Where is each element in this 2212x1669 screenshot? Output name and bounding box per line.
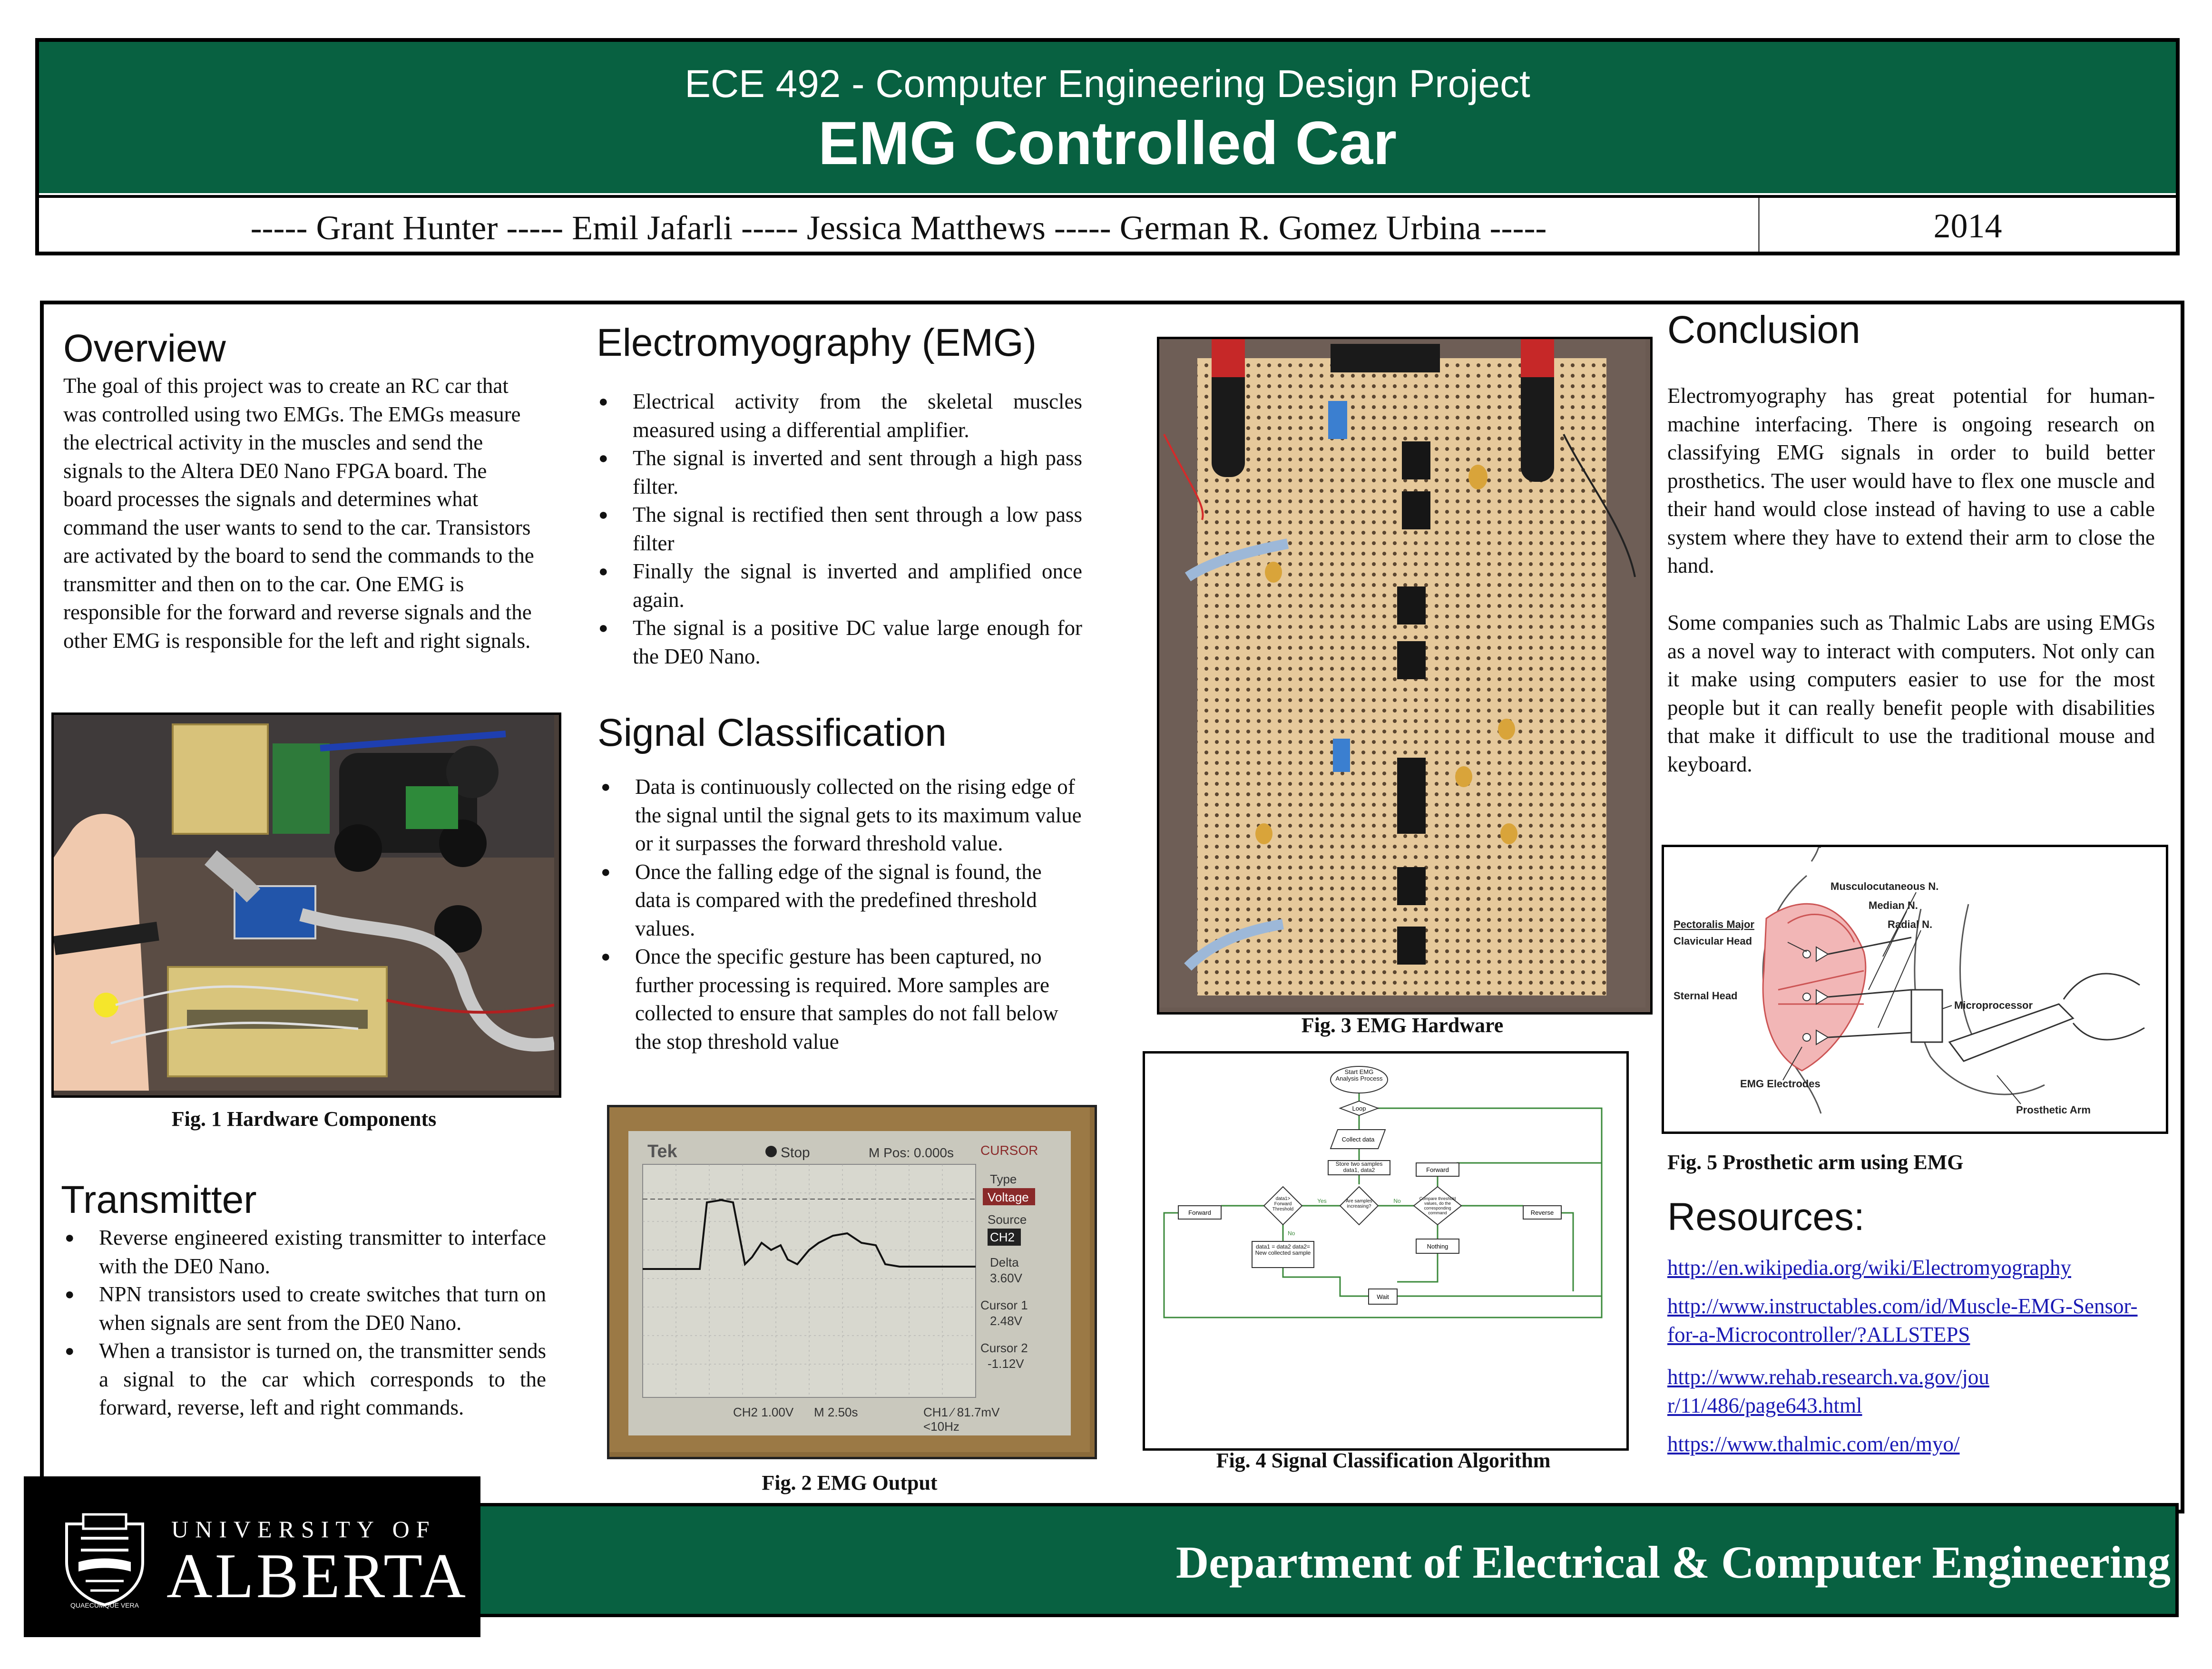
flow-decision-increasing: Are samples increasing?: [1346, 1199, 1372, 1209]
resource-link[interactable]: http://www.rehab.research.va.gov/jour/11/486/page643.html: [1667, 1365, 1989, 1417]
flow-yes: Yes: [1317, 1198, 1327, 1204]
crest-motto: QUAECUMQUE VERA: [70, 1601, 139, 1609]
label-electrodes: EMG Electrodes: [1740, 1078, 1820, 1090]
university-logo: [24, 1476, 480, 1637]
hardware-components-illustration: [54, 715, 554, 1091]
flow-collect: Collect data: [1341, 1136, 1375, 1143]
label-radial: Radial N.: [1888, 918, 1933, 930]
transmitter-bullet: ● NPN transistors used to create switches that turn on when signals are sent from the DE0 Nano.: [61, 1280, 546, 1337]
overview-heading: Overview: [63, 327, 226, 370]
scope-type-label: Type: [990, 1172, 1017, 1186]
label-musculocutaneous: Musculocutaneous N.: [1830, 880, 1939, 892]
scope-menu-title: CURSOR: [980, 1143, 1038, 1158]
university-small-text: UNIVERSITY OF: [171, 1516, 436, 1542]
signal-classification-flowchart: [1145, 1054, 1622, 1444]
flow-loop: Loop: [1352, 1105, 1366, 1112]
emg-hardware-photo: [1157, 337, 1653, 1015]
circuit-board-illustration: [1159, 339, 1645, 1007]
flow-decision-compare: Compare threshold values, do the corresponding command: [1419, 1196, 1456, 1215]
classification-bullet: ● Once the falling edge of the signal is found, the data is compared with the predefined threshold values.: [597, 858, 1082, 943]
resource-link[interactable]: http://en.wikipedia.org/wiki/Electromyography: [1667, 1256, 2072, 1279]
transmitter-heading: Transmitter: [61, 1178, 257, 1221]
emg-bullet: ● The signal is a positive DC value large enough for the DE0 Nano.: [595, 614, 1082, 671]
emg-bullet: ● The signal is rectified then sent through a low pass filter: [595, 501, 1082, 557]
flow-start: Start EMG Analysis Process: [1335, 1069, 1383, 1082]
crest-icon: [57, 1510, 152, 1610]
scope-mpos: M Pos: 0.000s: [869, 1145, 954, 1160]
author-list: ----- Grant Hunter ----- Emil Jafarli ----- Jessica Matthews ----- German R. Gomez Urbina -----: [250, 209, 1547, 247]
flow-nothing: Nothing: [1427, 1243, 1449, 1250]
label-clavicular: Clavicular Head: [1674, 935, 1752, 947]
prosthetic-arm-figure: [1662, 845, 2168, 1134]
classification-bullet: ● Once the specific gesture has been captured, no further processing is required. More samples are collected to ensure that samples do not fall below the stop threshold value: [597, 943, 1082, 1056]
flow-no: No: [1393, 1198, 1401, 1204]
emg-heading: Electromyography (EMG): [597, 321, 1037, 364]
year: 2014: [1933, 207, 2002, 245]
classification-list: [597, 773, 1082, 1056]
scope-brand: Tek: [647, 1142, 677, 1161]
scope-cursor1-value: 2.48V: [990, 1314, 1022, 1328]
scope-source-value: CH2: [990, 1230, 1015, 1244]
authors-row: [39, 195, 2176, 252]
hardware-components-photo: [51, 712, 561, 1098]
classification-bullet: ● Data is continuously collected on the rising edge of the signal until the signal gets to its maximum value or it surpasses the forward threshold value.: [597, 773, 1082, 858]
oscilloscope-screen: [609, 1107, 1090, 1452]
course-title: ECE 492 - Computer Engineering Design Project: [685, 62, 1530, 106]
scope-delta-value: 3.60V: [990, 1271, 1022, 1285]
flow-no2: No: [1288, 1230, 1295, 1237]
fig4-caption: Fig. 4 Signal Classification Algorithm: [1216, 1449, 1551, 1472]
emg-bullet: ● Electrical activity from the skeletal muscles measured using a differential amplifier.: [595, 388, 1082, 444]
year-cell: [1758, 198, 2176, 252]
classification-heading: Signal Classification: [597, 711, 947, 754]
scope-source-label: Source: [988, 1212, 1027, 1227]
conclusion-paragraph-1: Electromyography has great potential for human-machine interfacing. There is ongoing research on classifying EMG signals in order to build better prosthetics. The user would have to flex one muscle and their hand would close instead of having to use a cable system where they have to extend their arm to close the hand.: [1667, 384, 2155, 577]
resource-link[interactable]: http://www.instructables.com/id/Muscle-EMG-Sensor-for-a-Microcontroller/?ALLSTEPS: [1667, 1294, 2138, 1347]
university-big-text: ALBERTA: [166, 1541, 469, 1611]
transmitter-bullet: ● Reverse engineered existing transmitter to interface with the DE0 Nano.: [61, 1224, 546, 1280]
conclusion-paragraph-2: Some companies such as Thalmic Labs are using EMGs as a novel way to interact with computers. Not only can it make using computers easier to use for the most people but it can really benefit people with disabilities that make it difficult to use the traditional mouse and keyboard.: [1667, 611, 2155, 776]
flow-store: Store two samples data1, data2: [1335, 1161, 1383, 1173]
fig1-caption: Fig. 1 Hardware Components: [171, 1107, 437, 1131]
prosthetic-arm-diagram: [1664, 847, 2161, 1127]
title-banner: [39, 42, 2176, 193]
scope-stop: Stop: [781, 1145, 810, 1161]
fig2-caption: Fig. 2 EMG Output: [762, 1471, 938, 1494]
overview-text: The goal of this project was to create an RC car that was controlled using two EMGs. The EMGs measure the electrical activity in the muscles and send the signals to the Altera DE0 Nano FPGA board. The board processes the signals and determines what command the user wants to send to the car. Transistors are activated by the board to send the commands to the transmitter and then on to the car. One EMG is responsible for the forward and reverse signals and the other EMG is responsible for the left and right signals.: [63, 374, 534, 653]
label-sternal: Sternal Head: [1674, 990, 1738, 1002]
fig5-caption: Fig. 5 Prosthetic arm using EMG: [1667, 1151, 1964, 1174]
scope-cursor2-label: Cursor 2: [980, 1341, 1028, 1355]
footer-banner: [476, 1503, 2179, 1617]
flow-forward-left: Forward: [1188, 1209, 1211, 1216]
flow-assign: data1 = data2 data2= New collected sample: [1255, 1244, 1311, 1256]
emg-output-photo: [607, 1105, 1097, 1459]
flow-forward-top: Forward: [1426, 1166, 1449, 1173]
label-pectoralis: Pectoralis Major: [1674, 918, 1754, 930]
scope-timebase: M 2.50s: [814, 1405, 858, 1419]
scope-ch2: CH2 1.00V: [733, 1405, 794, 1419]
flow-wait: Wait: [1377, 1293, 1389, 1300]
scope-ch1: CH1 ∕ 81.7mV: [923, 1405, 1000, 1419]
label-median: Median N.: [1869, 899, 1918, 911]
scope-cursor2-value: -1.12V: [988, 1357, 1024, 1371]
poster-header: [35, 38, 2180, 255]
emg-bullet: ● Finally the signal is inverted and amplified once again.: [595, 557, 1082, 614]
scope-cursor1-label: Cursor 1: [980, 1298, 1028, 1312]
resource-link[interactable]: https://www.thalmic.com/en/myo/: [1667, 1432, 1960, 1456]
conclusion-heading: Conclusion: [1667, 308, 1860, 351]
label-microprocessor: Microprocessor: [1954, 999, 2033, 1011]
transmitter-bullet: ● When a transistor is turned on, the transmitter sends a signal to the car which corresponds to the forward, reverse, left and right commands.: [61, 1337, 546, 1422]
transmitter-list: [61, 1224, 546, 1422]
department-name: Department of Electrical & Computer Engineering: [1175, 1537, 2171, 1588]
poster-title: EMG Controlled Car: [818, 109, 1397, 177]
label-prosthetic: Prosthetic Arm: [2016, 1104, 2091, 1116]
scope-delta-label: Delta: [990, 1255, 1019, 1269]
resources-heading: Resources:: [1667, 1195, 1865, 1239]
flowchart-figure: [1143, 1051, 1629, 1451]
scope-type-value: Voltage: [988, 1190, 1029, 1204]
flow-reverse: Reverse: [1530, 1209, 1554, 1216]
scope-freq: <10Hz: [923, 1419, 959, 1434]
emg-bullet: ● The signal is inverted and sent through a high pass filter.: [595, 444, 1082, 501]
flow-decision-forward: data1> Forward Threshold: [1272, 1196, 1294, 1212]
fig3-caption: Fig. 3 EMG Hardware: [1301, 1014, 1504, 1037]
emg-list: [595, 388, 1082, 671]
